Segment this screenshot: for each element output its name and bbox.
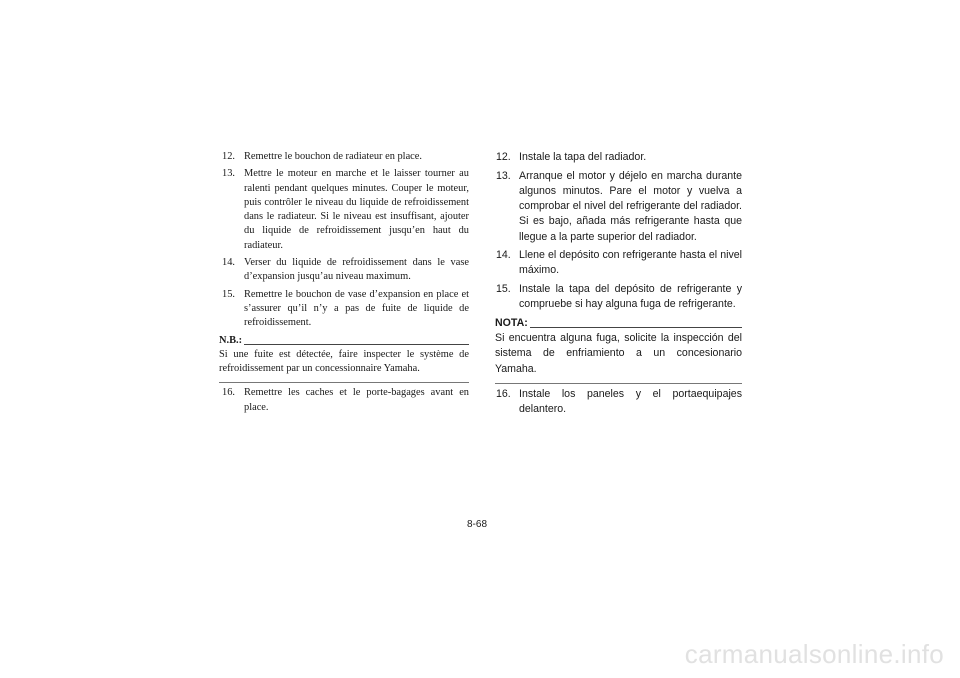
french-steps-list [219, 150, 469, 331]
note-heading [495, 316, 742, 331]
step-text: Mettre le moteur en marche et le laisser tourner au ralenti pendant quelques minutes. Couper le moteur, puis contrôler le niveau du liquide de refroidissement dans le radiateur. Si le niveau est insuffisant, ajouter du liquide de refroidissement jusqu’en haut du radiateur. [244, 168, 469, 251]
note-underline [244, 344, 469, 345]
step-number: 12. [222, 151, 235, 162]
step-number: 15. [222, 288, 235, 300]
list-item [495, 169, 742, 245]
note-heading [219, 334, 469, 348]
step-text: Llene el depósito con refrigerante hasta el nivel máximo. [519, 249, 742, 277]
note-label: NOTA: [495, 317, 528, 330]
step-text: Instale los paneles y el portaequipajes delantero. [519, 387, 742, 416]
step-text: Verser du liquide de refroidissement dans le vase d’expansion jusqu’au niveau maximum. [244, 257, 469, 283]
step-text: Instale la tapa del radiador. [519, 151, 647, 163]
step-number: 14. [496, 249, 511, 262]
step-text: Remettre les caches et le porte-bagages avant en place. [244, 387, 469, 413]
list-item [495, 387, 742, 417]
step-text: Remettre le bouchon de vase d’expansion en place et s’assurer qu’il n’y a pas de fuite de liquide de refroidissement. [244, 288, 469, 329]
note-divider [495, 383, 742, 384]
list-item [219, 386, 469, 415]
page-number: 8-68 [467, 519, 488, 530]
list-item [495, 150, 742, 165]
note-underline [530, 327, 742, 328]
step-number: 13. [222, 168, 235, 180]
step-text: Instale la tapa del depósito de refrigerante y compruebe si hay alguna fuga de refrigerante. [519, 283, 742, 311]
spanish-column [495, 150, 742, 421]
list-item [219, 150, 469, 164]
step-number: 14. [222, 257, 235, 269]
spanish-steps-list [495, 150, 742, 313]
note-text: Si une fuite est détectée, faire inspecter le système de refroidissement par un concessionnaire Yamaha. [219, 348, 469, 375]
step-number: 16. [222, 387, 235, 399]
note-label: N.B.: [219, 334, 243, 346]
watermark: carmanualsonline.info [684, 639, 944, 669]
step-text: Arranque el motor y déjelo en marcha durante algunos minutos. Pare el motor y vuelva a comprobar el nivel del refrigerante del radiador. Si es bajo, añada más refrigerante hasta que llegue a la parte superior del radiador. [519, 169, 742, 243]
step-number: 16. [496, 387, 511, 400]
note-text: Si encuentra alguna fuga, solicite la inspección del sistema de enfriamiento a un concesionario Yamaha. [495, 332, 742, 375]
list-item [495, 282, 742, 312]
list-item [219, 256, 469, 285]
list-item [495, 248, 742, 278]
step-number: 13. [496, 169, 511, 182]
french-column [219, 150, 469, 418]
step-number: 15. [496, 283, 511, 296]
list-item [219, 167, 469, 253]
note-divider [219, 382, 469, 383]
step-number: 12. [496, 151, 511, 163]
step-text: Remettre le bouchon de radiateur en place. [244, 151, 423, 162]
list-item [219, 288, 469, 331]
